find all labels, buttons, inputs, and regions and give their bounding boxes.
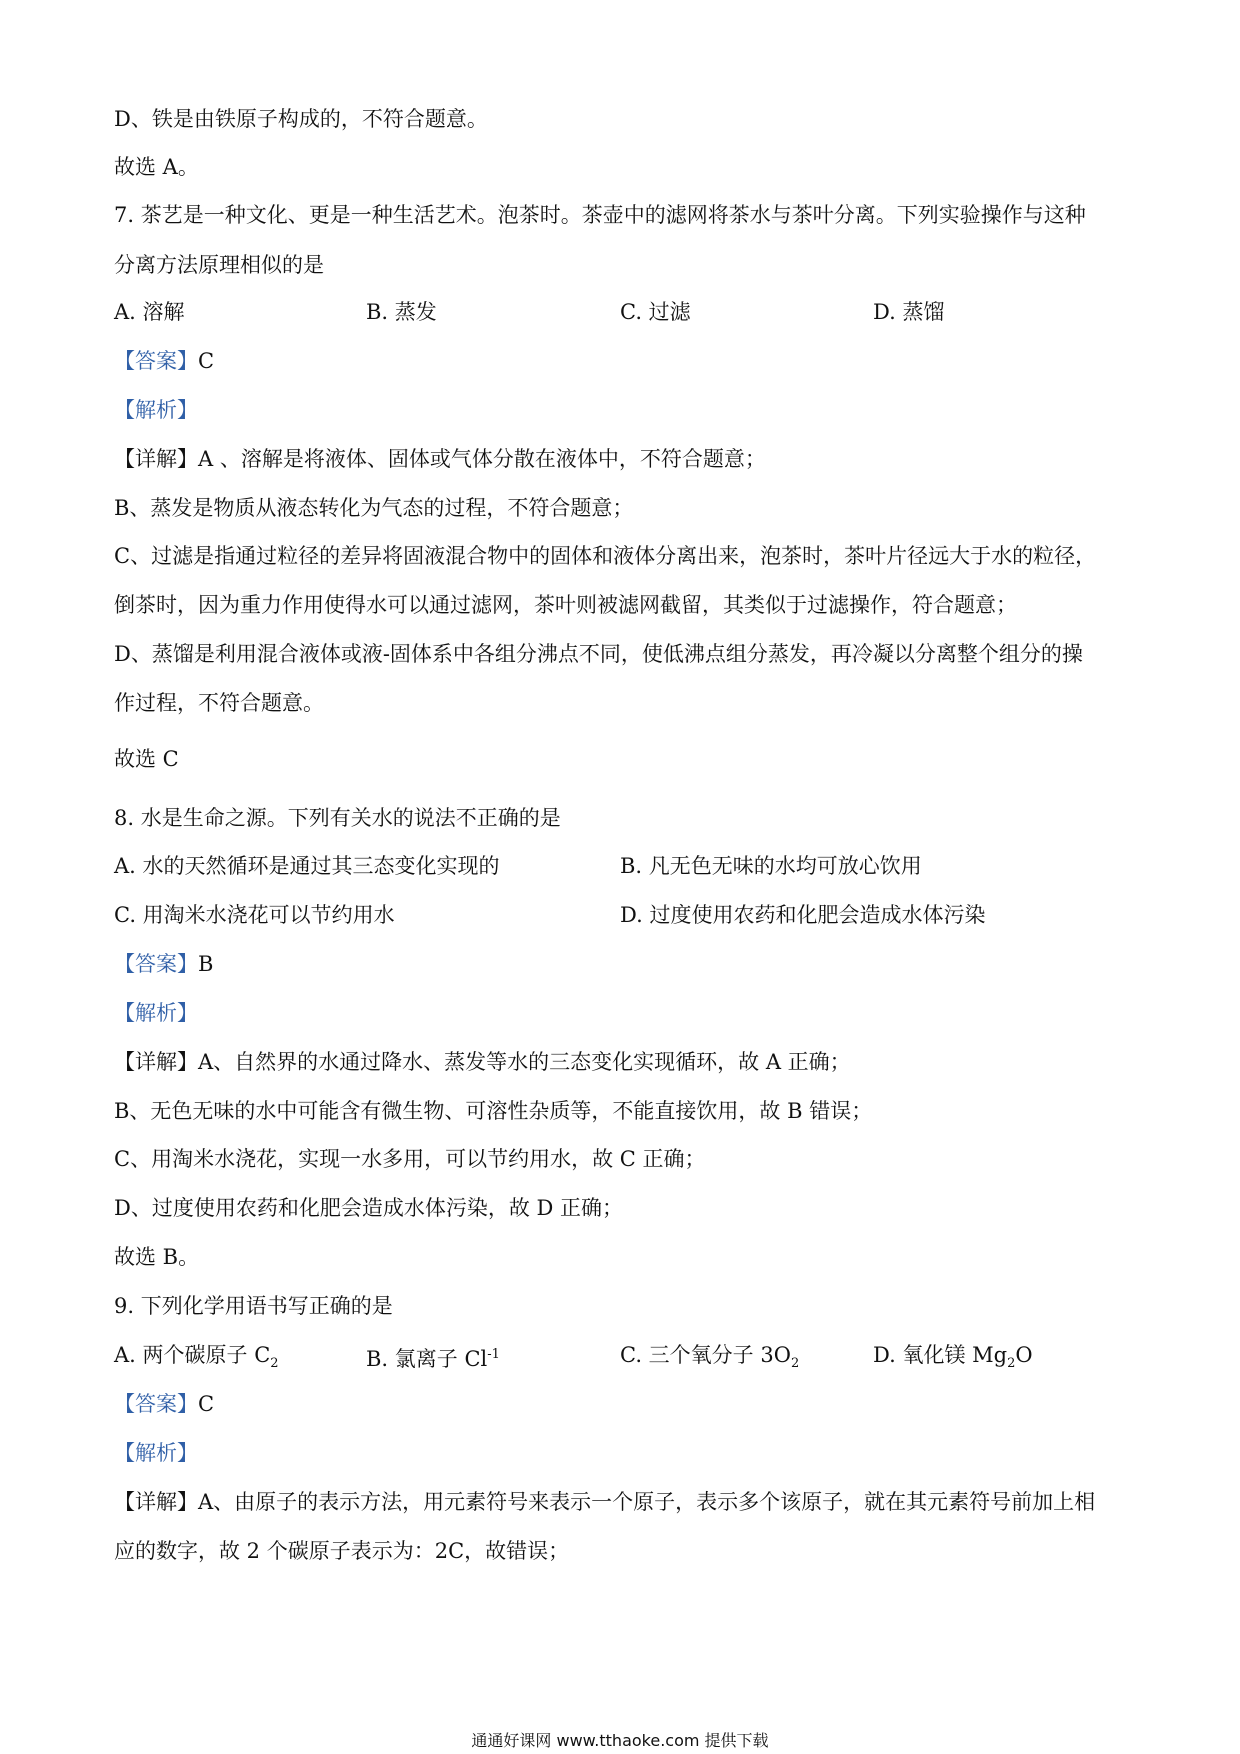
answer-tag: 【答案】 bbox=[114, 952, 198, 976]
q9-detail-a-line-2: 应的数字，故 2 个碳原子表示为：2C，故错误； bbox=[114, 1539, 570, 1563]
detail-tag: 【详解】 bbox=[114, 1490, 198, 1514]
option-text: C. 三个氧分子 3O bbox=[620, 1343, 791, 1367]
detail-tag: 【详解】 bbox=[114, 1050, 198, 1074]
answer-tag: 【答案】 bbox=[114, 349, 198, 373]
q7-detail-b: B、蒸发是物质从液态转化为气态的过程，不符合题意； bbox=[114, 496, 634, 520]
q9-analysis-tag: 【解析】 bbox=[114, 1441, 198, 1465]
q7-option-b: B. 蒸发 bbox=[366, 300, 437, 324]
prev-conclusion: 故选 A。 bbox=[114, 155, 199, 179]
page-footer: 通通好课网 www.tthaoke.com 提供下载 bbox=[471, 1731, 769, 1750]
prev-option-d: D、铁是由铁原子构成的，不符合题意。 bbox=[114, 107, 488, 131]
q7-option-a: A. 溶解 bbox=[114, 300, 185, 324]
q8-detail-b: B、无色无味的水中可能含有微生物、可溶性杂质等，不能直接饮用，故 B 错误； bbox=[114, 1099, 873, 1123]
q9-option-d bbox=[873, 1340, 1033, 1379]
option-text: A. 两个碳原子 C bbox=[114, 1343, 271, 1367]
q8-analysis-tag: 【解析】 bbox=[114, 1001, 198, 1025]
detail-tag: 【详解】 bbox=[114, 447, 198, 471]
answer-value: B bbox=[198, 952, 214, 976]
q7-conclusion: 故选 C bbox=[114, 747, 179, 771]
option-text-end: O bbox=[1015, 1343, 1033, 1367]
q7-stem-line-1: 7. 茶艺是一种文化、更是一种生活艺术。泡茶时。茶壶中的滤网将茶水与茶叶分离。下列实验操作与这种 bbox=[114, 203, 1086, 227]
q8-option-d: D. 过度使用农药和化肥会造成水体污染 bbox=[620, 903, 986, 927]
q7-detail-c-line-1: C、过滤是指通过粒径的差异将固液混合物中的固体和液体分离出来，泡茶时，茶叶片径远大于水的粒径， bbox=[114, 544, 1097, 568]
answer-value: C bbox=[198, 349, 215, 373]
q8-detail-d: D、过度使用农药和化肥会造成水体污染，故 D 正确； bbox=[114, 1196, 624, 1220]
q8-conclusion: 故选 B。 bbox=[114, 1245, 200, 1269]
q7-analysis-tag: 【解析】 bbox=[114, 398, 198, 422]
q7-detail-a bbox=[114, 444, 766, 474]
answer-tag: 【答案】 bbox=[114, 1392, 198, 1416]
q8-option-a: A. 水的天然循环是通过其三态变化实现的 bbox=[114, 854, 500, 878]
q7-detail-d-line-2: 作过程，不符合题意。 bbox=[114, 691, 324, 715]
answer-value: C bbox=[198, 1392, 215, 1416]
q7-option-d: D. 蒸馏 bbox=[873, 300, 945, 324]
q7-detail-c-line-2: 倒茶时，因为重力作用使得水可以通过滤网，茶叶则被滤网截留，其类似于过滤操作，符合题意； bbox=[114, 593, 1017, 617]
subscript: 2 bbox=[1007, 1356, 1016, 1372]
subscript: 2 bbox=[270, 1356, 279, 1372]
q9-option-b bbox=[366, 1340, 500, 1374]
q9-option-c bbox=[620, 1340, 799, 1379]
q9-option-a bbox=[114, 1340, 279, 1379]
q8-option-c: C. 用淘米水浇花可以节约用水 bbox=[114, 903, 395, 927]
q7-option-c: C. 过滤 bbox=[620, 300, 691, 324]
detail-a-text: A 、溶解是将液体、固体或气体分散在液体中，不符合题意； bbox=[198, 447, 766, 471]
q8-option-b: B. 凡无色无味的水均可放心饮用 bbox=[620, 854, 922, 878]
option-text: B. 氯离子 Cl bbox=[366, 1347, 488, 1371]
q8-detail-a bbox=[114, 1047, 851, 1077]
q9-answer bbox=[114, 1389, 214, 1419]
q9-detail-a-line-1 bbox=[114, 1487, 1095, 1517]
subscript: 2 bbox=[790, 1356, 800, 1372]
detail-a-text: A、由原子的表示方法，用元素符号来表示一个原子，表示多个该原子，就在其元素符号前加上相 bbox=[198, 1490, 1096, 1514]
q7-detail-d-line-1: D、蒸馏是利用混合液体或液-固体系中各组分沸点不同，使低沸点组分蒸发，再冷凝以分离整个组分的操 bbox=[114, 642, 1083, 666]
detail-a-text: A、自然界的水通过降水、蒸发等水的三态变化实现循环，故 A 正确； bbox=[198, 1050, 851, 1074]
q7-answer bbox=[114, 346, 214, 376]
superscript: -1 bbox=[487, 1347, 500, 1362]
q8-stem: 8. 水是生命之源。下列有关水的说法不正确的是 bbox=[114, 806, 561, 830]
q8-answer bbox=[114, 949, 213, 979]
q7-stem-line-2: 分离方法原理相似的是 bbox=[114, 253, 324, 277]
q9-stem: 9. 下列化学用语书写正确的是 bbox=[114, 1294, 393, 1318]
q8-detail-c: C、用淘米水浇花，实现一水多用，可以节约用水，故 C 正确； bbox=[114, 1147, 706, 1171]
option-text: D. 氧化镁 Mg bbox=[873, 1343, 1008, 1367]
